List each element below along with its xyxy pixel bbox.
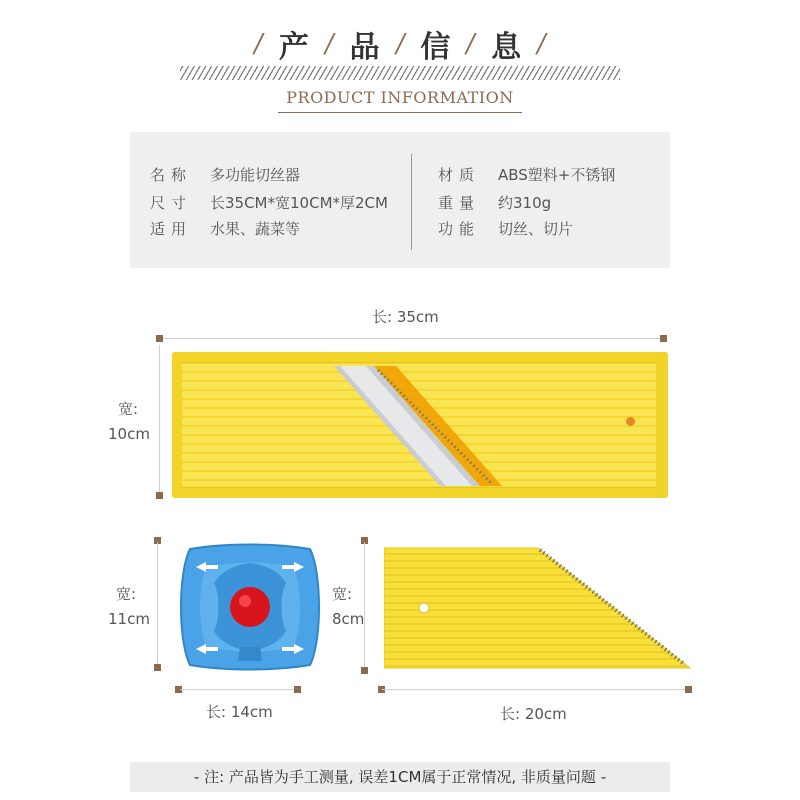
dimension-line xyxy=(382,689,688,690)
board-rail-bottom xyxy=(172,487,668,498)
info-value: 约310g xyxy=(498,194,552,212)
title-char: 产 xyxy=(278,30,309,65)
info-value: ABS塑料+不锈钢 xyxy=(498,166,616,184)
info-value: 长35CM*宽10CM*厚2CM xyxy=(210,194,388,212)
julienne-blade-icon xyxy=(322,362,532,488)
note-text: - 注: 产品皆为手工测量, 误差1CM属于正常情况, 非质量问题 - xyxy=(193,768,607,786)
title-divider: / xyxy=(322,29,337,59)
blade-width-label: 宽: xyxy=(332,585,353,603)
board-width-value: 10cm xyxy=(108,425,150,443)
title-divider: / xyxy=(392,29,408,59)
board-length-label: 长: 35cm xyxy=(372,308,439,326)
slicer-board xyxy=(172,352,668,498)
dimension-marker xyxy=(361,667,368,674)
dimension-marker xyxy=(156,492,163,499)
info-divider xyxy=(411,154,412,250)
info-row-usage xyxy=(150,218,300,239)
info-row-material xyxy=(438,164,615,185)
blade-width-value: 8cm xyxy=(332,610,365,628)
product-info-box xyxy=(130,132,670,268)
info-label: 重量 xyxy=(438,194,481,212)
info-label: 材质 xyxy=(438,166,481,184)
slicing-insert xyxy=(384,546,694,672)
dimension-marker xyxy=(156,335,163,342)
dimension-marker xyxy=(294,686,301,693)
dimension-marker xyxy=(154,664,161,671)
info-label: 名称 xyxy=(150,166,193,184)
guard-width-label: 宽: xyxy=(116,585,137,603)
info-label: 功能 xyxy=(438,220,481,238)
hand-guard xyxy=(176,543,324,671)
decorative-hatch xyxy=(180,66,620,80)
info-row-size xyxy=(150,192,388,213)
title-char: 品 xyxy=(349,30,380,65)
title-char: 息 xyxy=(491,30,522,65)
hang-hole xyxy=(626,417,635,426)
board-edge-left xyxy=(172,352,182,498)
info-value: 切丝、切片 xyxy=(498,220,574,238)
dimension-line xyxy=(157,542,158,668)
board-edge-right xyxy=(656,352,668,498)
blade-length-label: 长: 20cm xyxy=(500,705,567,723)
info-label: 适用 xyxy=(150,220,193,238)
board-width-label: 宽: xyxy=(118,400,139,418)
info-label: 尺寸 xyxy=(150,194,193,212)
section-subtitle: PRODUCT INFORMATION xyxy=(286,88,514,107)
dimension-line xyxy=(159,345,160,495)
dimension-marker xyxy=(660,335,667,342)
info-value: 多功能切丝器 xyxy=(210,166,301,184)
measurement-note xyxy=(130,762,670,792)
title-divider: / xyxy=(463,29,478,59)
section-title xyxy=(0,22,800,66)
subtitle-underline xyxy=(278,112,522,113)
title-divider: / xyxy=(534,29,549,59)
guard-width-value: 11cm xyxy=(108,610,150,628)
title-char: 信 xyxy=(420,30,451,65)
title-divider: / xyxy=(251,29,266,59)
info-row-function xyxy=(438,218,573,239)
info-row-name xyxy=(150,164,300,185)
info-value: 水果、蔬菜等 xyxy=(210,220,301,238)
info-row-weight xyxy=(438,192,551,213)
dimension-marker xyxy=(685,686,692,693)
guard-length-label: 长: 14cm xyxy=(206,703,273,721)
dimension-line xyxy=(364,542,365,670)
dimension-line xyxy=(180,689,298,690)
dimension-line xyxy=(160,338,664,339)
